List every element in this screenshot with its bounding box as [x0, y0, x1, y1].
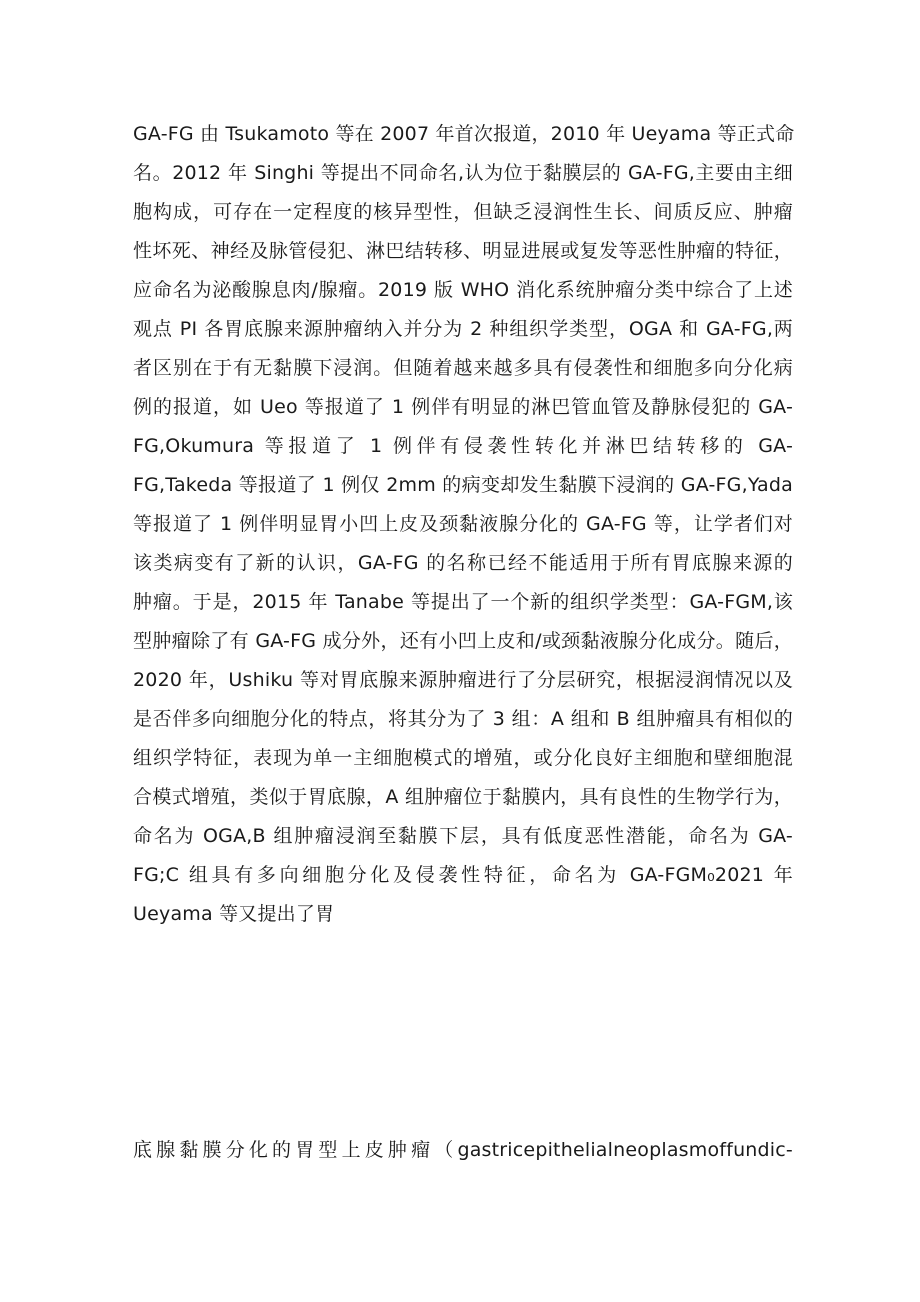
- text-line: 应命名为泌酸腺息肉/腺瘤。2019 版 WHO 消化系统肿瘤分类中综合了上述: [133, 279, 793, 301]
- text-line: 肿瘤。于是，2015 年 Tanabe 等提出了一个新的组织学类型：GA-FGM,该: [133, 591, 793, 613]
- text-line: 是否伴多向细胞分化的特点，将其分为了 3 组：A 组和 B 组肿瘤具有相似的: [133, 708, 793, 730]
- text-line: GA-FG 由 Tsukamoto 等在 2007 年首次报道，2010 年 Ueyama 等正式命: [133, 123, 795, 145]
- text-line: 合模式增殖，类似于胃底腺，A 组肿瘤位于黏膜内，具有良性的生物学行为，: [133, 786, 793, 808]
- text-line: 等报道了 1 例伴明显胃小凹上皮及颈黏液腺分化的 GA-FG 等，让学者们对: [133, 513, 793, 535]
- text-line: 名。2012 年 Singhi 等提出不同命名,认为位于黏膜层的 GA-FG,主要由主细: [133, 162, 793, 184]
- text-line: 胞构成，可存在一定程度的核异型性，但缺乏浸润性生长、间质反应、肿瘤: [133, 201, 793, 223]
- text-line: 底腺黏膜分化的胃型上皮肿瘤（gastricepithelialneoplasmoffundic-: [133, 1139, 793, 1161]
- paragraph-1: [133, 115, 793, 934]
- text-line: 例的报道，如 Ueo 等报道了 1 例伴有明显的淋巴管血管及静脉侵犯的 GA-: [133, 396, 793, 418]
- text-line: FG,Takeda 等报道了 1 例仅 2mm 的病变却发生黏膜下浸润的 GA-FG,Yada: [133, 474, 793, 496]
- text-line: FG;C 组具有多向细胞分化及侵袭性特征，命名为 GA-FGM₀2021 年: [133, 864, 793, 886]
- text-line: 该类病变有了新的认识，GA-FG 的名称已经不能适用于所有胃底腺来源的: [133, 552, 793, 574]
- text-line: 2020 年，Ushiku 等对胃底腺来源肿瘤进行了分层研究，根据浸润情况以及: [133, 669, 793, 691]
- text-line: 型肿瘤除了有 GA-FG 成分外，还有小凹上皮和/或颈黏液腺分化成分。随后，: [133, 630, 793, 652]
- text-line: 观点 PI 各胃底腺来源肿瘤纳入并分为 2 种组织学类型，OGA 和 GA-FG,两: [133, 318, 793, 340]
- text-line: FG,Okumura 等报道了 1 例伴有侵袭性转化并淋巴结转移的 GA-: [133, 435, 793, 457]
- text-line: 组织学特征，表现为单一主细胞模式的增殖，或分化良好主细胞和壁细胞混: [133, 747, 793, 769]
- text-line: 者区别在于有无黏膜下浸润。但随着越来越多具有侵袭性和细胞多向分化病: [133, 357, 793, 379]
- paragraph-2: [133, 1131, 793, 1170]
- text-line: 命名为 OGA,B 组肿瘤浸润至黏膜下层，具有低度恶性潜能，命名为 GA-: [133, 825, 793, 847]
- text-line: 性坏死、神经及脉管侵犯、淋巴结转移、明显进展或复发等恶性肿瘤的特征，: [133, 240, 793, 262]
- text-line: Ueyama 等又提出了胃: [133, 903, 335, 925]
